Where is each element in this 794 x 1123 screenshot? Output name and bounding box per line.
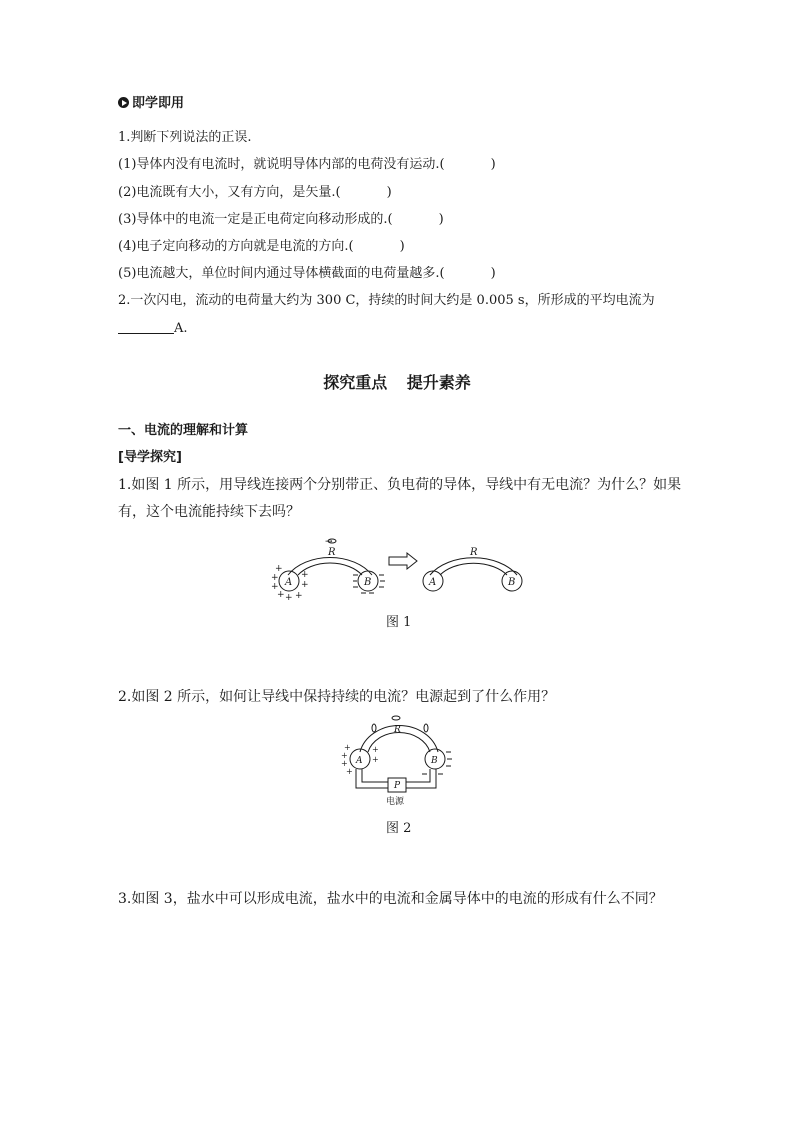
figure-2-caption: 图 2 [386, 821, 412, 836]
q2-text: 2.一次闪电，流动的电荷量大约为 300 C，持续的时间大约是 0.005 s，所形成的平均电流为 [118, 293, 655, 308]
statement-1: (1)导体内没有电流时，就说明导体内部的电荷没有运动.( ) [118, 157, 496, 172]
svg-text:+: + [301, 580, 309, 590]
svg-text:+: + [346, 767, 353, 776]
section-q3: 3.如图 3，盐水中可以形成电流，盐水中的电流和金属导体中的电流的形成有什么不同？ [118, 891, 663, 907]
svg-text:A: A [285, 577, 293, 588]
svg-text:R: R [328, 547, 336, 558]
svg-text:+: + [301, 570, 309, 580]
svg-text:+: + [271, 582, 279, 592]
svg-text:A: A [356, 756, 363, 766]
svg-text:+: + [341, 751, 348, 760]
play-circle-icon [118, 97, 129, 108]
figure-1-caption: 图 1 [386, 615, 412, 630]
figure-1 [265, 535, 525, 607]
q2-answer-line: A. [118, 319, 188, 339]
svg-text:B: B [364, 577, 372, 588]
svg-text:+: + [277, 590, 285, 600]
statement-3: (3)导体中的电流一定是正电荷定向移动形成的.( ) [118, 212, 444, 227]
section-q1-line2: 有，这个电流能持续下去吗？ [118, 504, 300, 520]
svg-text:+: + [295, 591, 303, 601]
guide-label: [导学探究] [118, 450, 182, 465]
svg-text:电源: 电源 [386, 797, 405, 807]
svg-text:+: + [372, 755, 379, 764]
statement-5: (5)电流越大，单位时间内通过导体横截面的电荷量越多.( ) [118, 266, 496, 281]
svg-text:+: + [275, 564, 283, 574]
svg-text:→: → [325, 537, 333, 547]
section-q2: 2.如图 2 所示，如何让导线中保持持续的电流？电源起到了什么作用？ [118, 689, 556, 705]
svg-text:B: B [508, 577, 516, 588]
svg-text:+: + [271, 573, 279, 583]
svg-text:B: B [431, 756, 438, 766]
svg-text:+: + [372, 745, 379, 754]
svg-text:+: + [285, 593, 293, 603]
svg-text:+: + [341, 759, 348, 768]
section-q1-line1: 1.如图 1 所示，用导线连接两个分别带正、负电荷的导体，导线中有无电流？为什么？如果 [118, 477, 682, 493]
svg-text:+: + [344, 743, 351, 752]
svg-text:A: A [429, 577, 437, 588]
q1-intro: 1.判断下列说法的正误. [118, 130, 252, 145]
statement-4: (4)电子定向移动的方向就是电流的方向.( ) [118, 239, 405, 254]
figure-2 [338, 712, 458, 812]
svg-text:P: P [394, 781, 401, 791]
section-title: 探究重点 提升素养 [323, 373, 471, 392]
svg-text:R: R [470, 547, 478, 558]
quick-use-heading: 即学即用 [118, 94, 184, 114]
section-subtitle: 一、电流的理解和计算 [118, 423, 249, 438]
statement-2: (2)电流既有大小，又有方向，是矢量.( ) [118, 185, 392, 200]
answer-blank[interactable] [118, 319, 174, 334]
svg-text:R: R [394, 725, 401, 735]
